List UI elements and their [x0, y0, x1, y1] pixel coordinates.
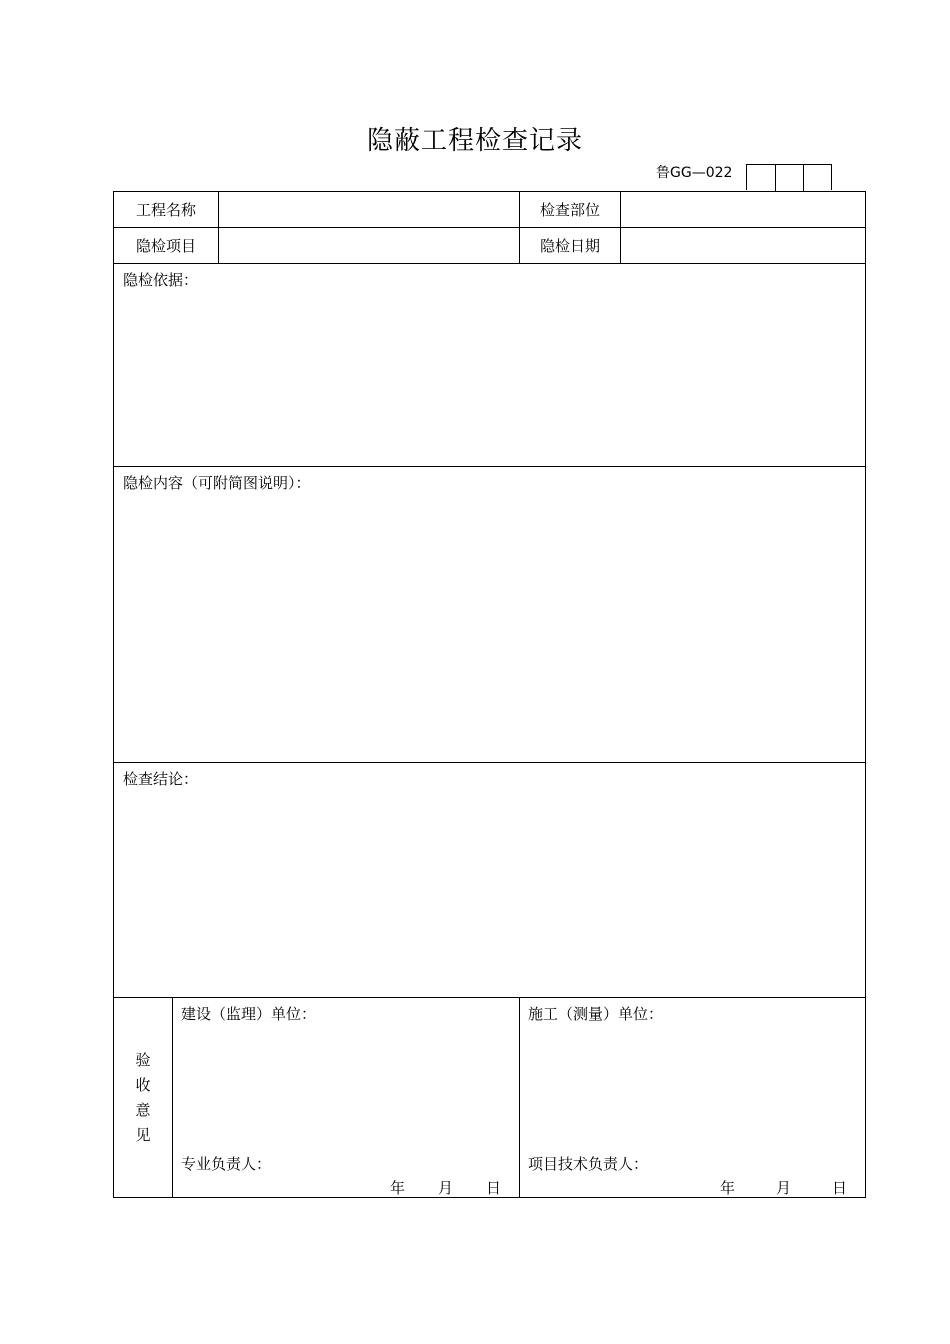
- contractor-unit-label: 施工（测量）单位：: [528, 1005, 664, 1023]
- acceptance-char: 验: [135, 1050, 151, 1069]
- content-label: 隐检内容（可附简图说明）：: [123, 474, 311, 492]
- page-title: 隐蔽工程检查记录: [366, 126, 583, 156]
- table-row: [114, 467, 866, 763]
- code-box[interactable]: [775, 165, 803, 191]
- inspection-form-table: [113, 191, 866, 1198]
- owner-year-label: 年: [390, 1179, 406, 1197]
- owner-sign-cell[interactable]: [173, 998, 520, 1198]
- acceptance-char: 意: [135, 1100, 151, 1119]
- owner-responsible-label: 专业负责人：: [181, 1155, 272, 1173]
- basis-section[interactable]: [114, 264, 866, 467]
- table-row: [114, 228, 866, 264]
- content-section[interactable]: [114, 467, 866, 763]
- contractor-month-label: 月: [776, 1179, 792, 1197]
- conclusion-section[interactable]: [114, 763, 866, 998]
- code-box[interactable]: [803, 165, 831, 191]
- conclusion-label: 检查结论：: [123, 770, 199, 788]
- owner-day-label: 日: [486, 1179, 502, 1197]
- project-name-label: 工程名称: [114, 192, 219, 228]
- contractor-sign-cell[interactable]: [520, 998, 866, 1198]
- hidden-item-label: 隐检项目: [114, 228, 219, 264]
- table-row: [114, 192, 866, 228]
- contractor-responsible-label: 项目技术负责人：: [528, 1155, 649, 1173]
- owner-unit-label: 建设（监理）单位：: [181, 1005, 317, 1023]
- contractor-day-label: 日: [832, 1179, 848, 1197]
- table-row: [114, 264, 866, 467]
- acceptance-char: 收: [135, 1075, 151, 1094]
- project-name-field[interactable]: [219, 192, 520, 228]
- acceptance-side-label: [114, 998, 173, 1198]
- form-code: 鲁GG—022: [656, 165, 733, 181]
- inspect-part-field[interactable]: [621, 192, 866, 228]
- code-box[interactable]: [747, 165, 775, 191]
- hidden-date-label: 隐检日期: [520, 228, 621, 264]
- basis-label: 隐检依据：: [123, 271, 199, 289]
- acceptance-char: 见: [135, 1125, 151, 1144]
- hidden-date-field[interactable]: [621, 228, 866, 264]
- contractor-year-label: 年: [720, 1179, 736, 1197]
- table-row: [114, 763, 866, 998]
- owner-month-label: 月: [438, 1179, 454, 1197]
- code-boxes: [746, 164, 832, 190]
- table-row: [114, 998, 866, 1198]
- inspect-part-label: 检查部位: [520, 192, 621, 228]
- hidden-item-field[interactable]: [219, 228, 520, 264]
